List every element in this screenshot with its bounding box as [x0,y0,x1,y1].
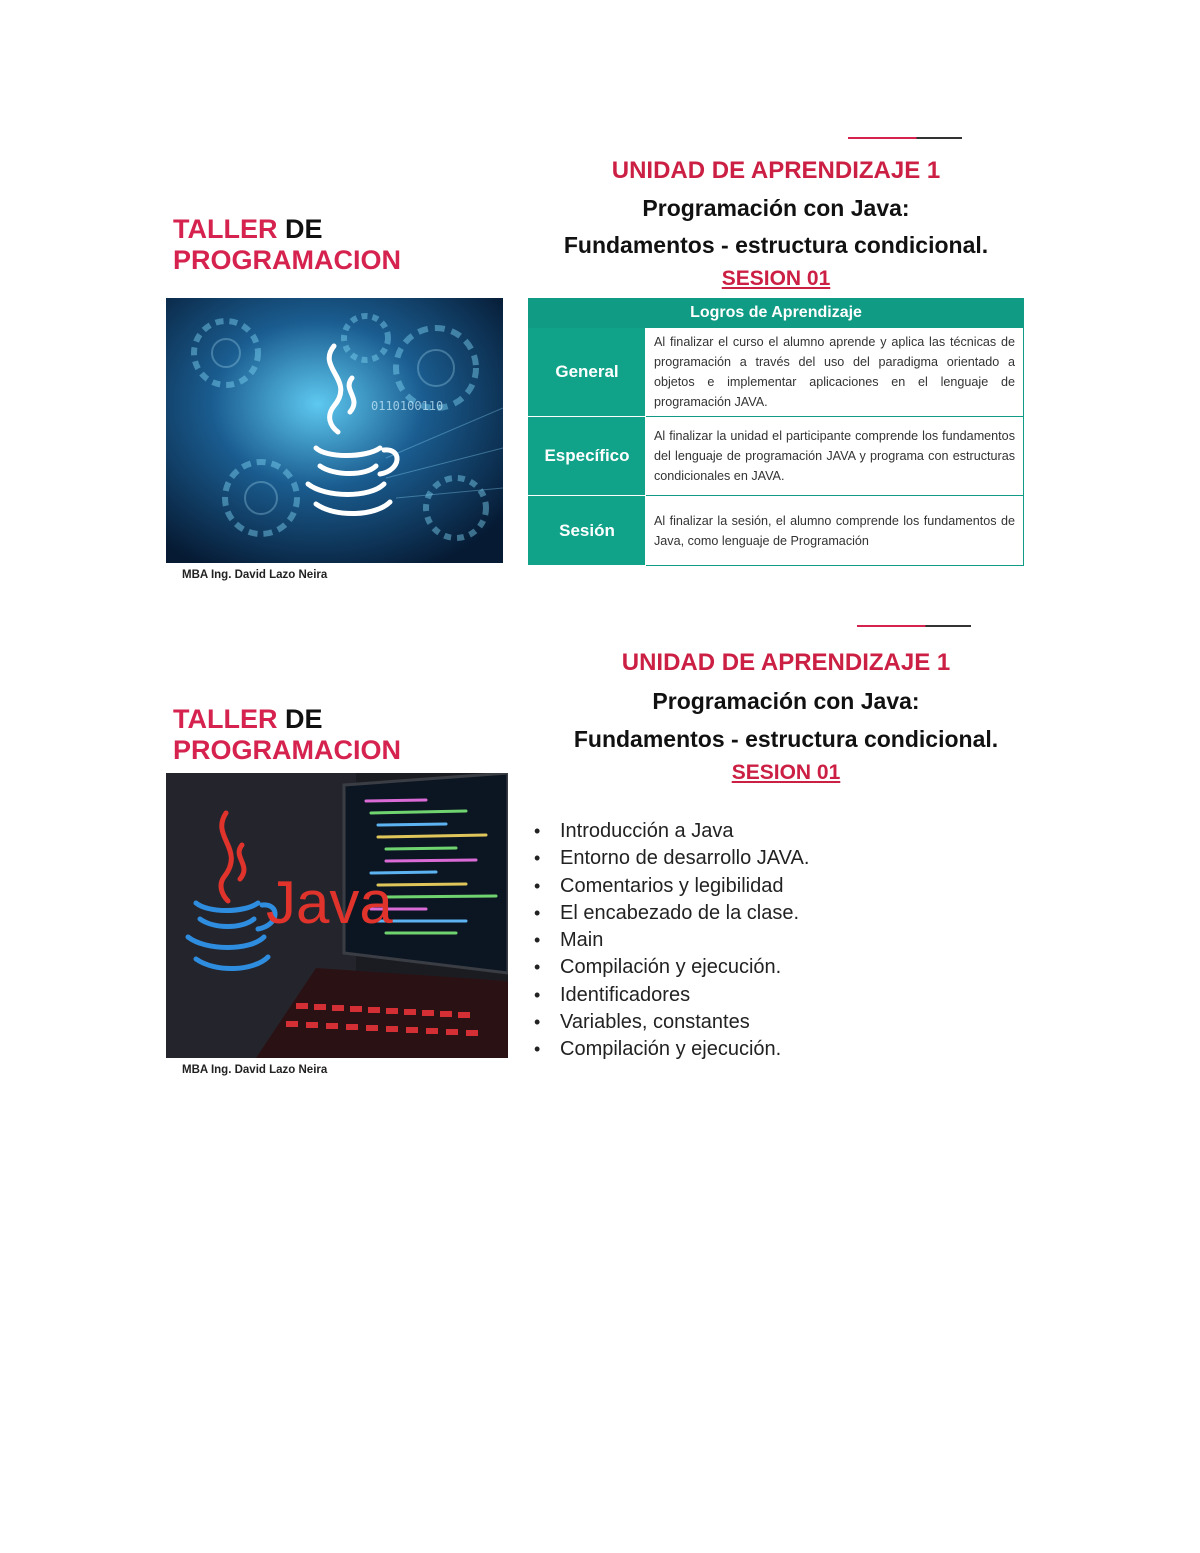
list-item: • Identificadores [532,982,809,1009]
list-item: • Compilación y ejecución. [532,1036,809,1063]
list-item: • Entorno de desarrollo JAVA. [532,845,809,872]
author-name: MBA Ing. David Lazo Neira [182,1064,328,1076]
list-item: • Compilación y ejecución. [532,954,809,981]
table-row [529,417,1024,496]
unit-title: UNIDAD DE APRENDIZAJE 1 [611,157,941,184]
java-laptop-image [166,773,508,1058]
session-title: SESION 01 [721,267,831,290]
row-text-general: Al finalizar el curso el alumno aprende y aplica las técnicas de programación a través del uso del paradigma orientado a objetos e implementar aplicaciones en el lenguaje de programación JAVA. [646,328,1024,417]
brand-word-de: DE [285,214,323,244]
brand-word-programacion: PROGRAMACION [173,735,401,765]
table-header-row [529,299,1024,328]
subtitle-line-2: Fundamentos - estructura condicional. [573,726,999,752]
brand-title [173,214,401,276]
brand-word-programacion: PROGRAMACION [173,245,401,275]
list-item: • Introducción a Java [532,818,809,845]
table-row [529,496,1024,566]
learning-outcomes-table [528,298,1024,566]
decorative-line [857,625,971,627]
brand-word-de: DE [285,704,323,734]
slide-1 [160,130,1040,600]
row-label-sesion: Sesión [529,496,646,566]
subtitle-line-2: Fundamentos - estructura condicional. [563,232,989,258]
table-header: Logros de Aprendizaje [529,299,1024,328]
subtitle-line-1: Programación con Java: [642,195,910,221]
row-label-general: General [529,328,646,417]
slide-2 [160,620,1040,1085]
brand-word-taller: TALLER [173,704,278,734]
list-item: • El encabezado de la clase. [532,900,809,927]
row-label-especifico: Específico [529,417,646,496]
session-title: SESION 01 [731,761,841,784]
list-item: • Main [532,927,809,954]
list-item: • Variables, constantes [532,1009,809,1036]
table-row [529,328,1024,417]
row-text-sesion: Al finalizar la sesión, el alumno comprende los fundamentos de Java, como lenguaje de Programación [646,496,1024,566]
topics-list [532,818,809,1064]
list-item: • Comentarios y legibilidad [532,873,809,900]
author-name: MBA Ing. David Lazo Neira [182,569,328,581]
java-logo-text: Java [266,869,393,936]
unit-title: UNIDAD DE APRENDIZAJE 1 [621,649,951,676]
java-gears-illustration [166,298,503,563]
subtitle-line-1: Programación con Java: [652,688,920,714]
brand-title [173,704,401,766]
row-text-especifico: Al finalizar la unidad el participante comprende los fundamentos del lenguaje de programación JAVA y programa con estructuras condicionales en JAVA. [646,417,1024,496]
decorative-line [848,137,962,139]
java-tech-image [166,298,503,563]
brand-word-taller: TALLER [173,214,278,244]
binary-text: 0110100110 [371,399,444,413]
java-laptop-illustration [166,773,508,1058]
